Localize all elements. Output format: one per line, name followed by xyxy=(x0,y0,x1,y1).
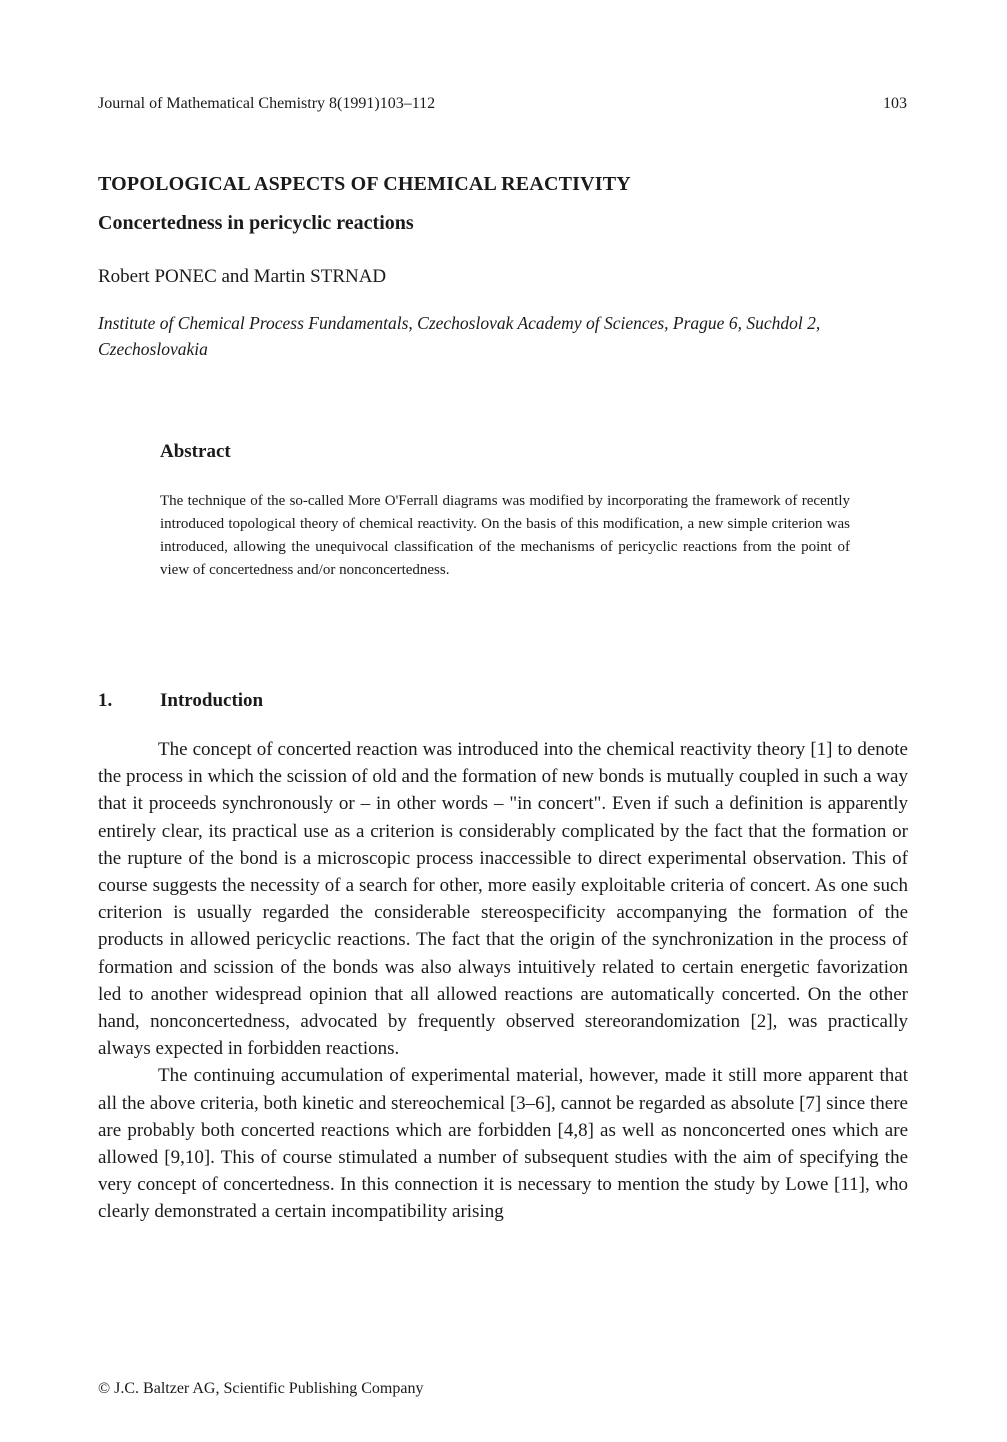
journal-citation: Journal of Mathematical Chemistry 8(1991)103–112 xyxy=(98,95,436,112)
section-heading xyxy=(98,690,263,712)
page-number: 103 xyxy=(883,95,907,112)
copyright-footer: © J.C. Baltzer AG, Scientific Publishing Company xyxy=(98,1380,424,1397)
section-number: 1. xyxy=(98,690,113,711)
section-body xyxy=(98,736,908,1226)
section-title: Introduction xyxy=(160,690,264,711)
paragraph: The concept of concerted reaction was introduced into the chemical reactivity theory [1] to denote the process in which the scission of old and the formation of new bonds is mutually coupled in such a way that it proceeds synchronously or – in other words – "in concert". Even if such a definition is apparently entirely clear, its practical use as a criterion is considerably complicated by the fact that the formation or the rupture of the bond is a microscopic process inaccessible to direct experimental observation. This of course suggests the necessity of a search for other, more easily exploitable criteria of concert. As one such criterion is usually regarded the considerable stereospecificity accompanying the formation of the products in allowed pericyclic reactions. The fact that the origin of the synchronization in the process of formation and scission of the bonds was also always intuitively related to certain energetic favorization led to another widespread opinion that all allowed reactions are automatically concerted. On the other hand, nonconcertedness, advocated by frequently observed stereorandomization [2], was practically always expected in forbidden reactions. xyxy=(98,739,908,1060)
running-header xyxy=(98,95,907,113)
abstract-text: The technique of the so-called More O'Ferrall diagrams was modified by incorporating the framework of recently introduced topological theory of chemical reactivity. On the basis of this modification, a new simple criterion was introduced, allowing the unequivocal classification of the mechanisms of pericyclic reactions from the point of view of concertedness and/or nonconcertedness. xyxy=(160,493,850,578)
paper-subtitle: Concertedness in pericyclic reactions xyxy=(98,212,414,234)
paragraph: The continuing accumulation of experimental material, however, made it still more apparent that all the above criteria, both kinetic and stereochemical [3–6], cannot be regarded as absolute [7] since there are probably both concerted reactions which are forbidden [4,8] as well as nonconcerted ones which are allowed [9,10]. This of course stimulated a number of subsequent studies with the aim of specifying the very concept of concertedness. In this connection it is necessary to mention the study by Lowe [11], who clearly demonstrated a certain incompatibility arising xyxy=(98,1065,908,1223)
affiliation: Institute of Chemical Process Fundamentals, Czechoslovak Academy of Sciences, Prague 6, Suchdol 2, Czechoslovakia xyxy=(98,313,821,359)
abstract-heading: Abstract xyxy=(160,441,231,462)
authors: Robert PONEC and Martin STRNAD xyxy=(98,266,387,287)
paper-title: TOPOLOGICAL ASPECTS OF CHEMICAL REACTIVITY xyxy=(98,173,631,195)
